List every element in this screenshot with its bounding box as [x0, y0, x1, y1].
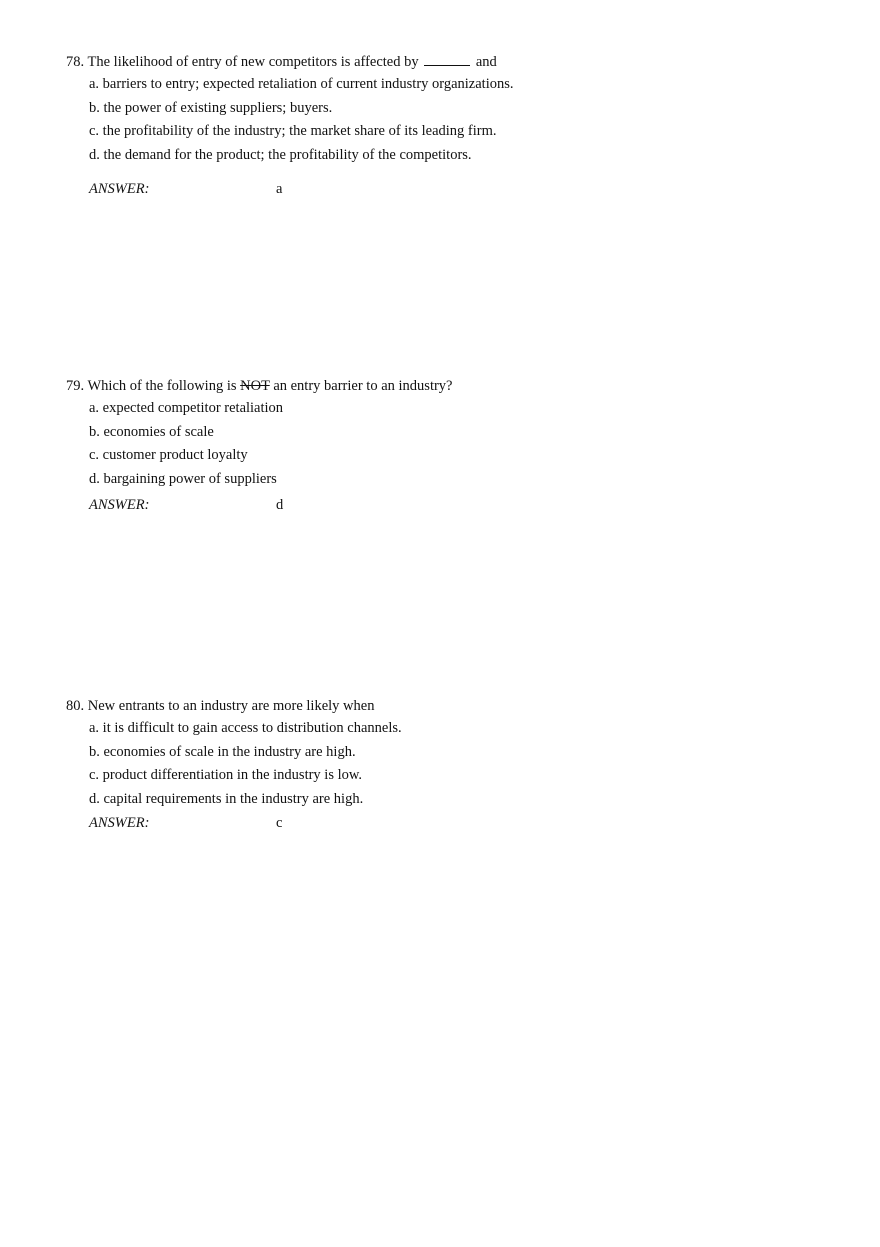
- option-a: a. expected competitor retaliation: [89, 400, 284, 416]
- question-stem: [66, 51, 826, 73]
- options-list: [89, 717, 826, 811]
- answer-value: c: [276, 815, 283, 831]
- answer-row: [89, 812, 826, 834]
- answer-label: ANSWER:: [89, 497, 150, 513]
- answer-row: [89, 494, 826, 516]
- stem-text-after: and: [475, 54, 497, 70]
- option-c: c. the profitability of the industry; the market share of its leading firm.: [89, 123, 497, 139]
- options-list: [89, 73, 826, 167]
- option-b: b. economies of scale in the industry are high.: [89, 743, 356, 760]
- stem-text: Which of the following is: [87, 378, 237, 394]
- option-d: d. the demand for the product; the profitability of the competitors.: [89, 146, 472, 163]
- answer-value: a: [276, 181, 283, 197]
- question-number: 79.: [66, 378, 85, 394]
- options-list: [89, 397, 826, 491]
- stem-text: The likelihood of entry of new competitors is affected by: [87, 54, 419, 70]
- stem-text: New entrants to an industry are more likely when: [87, 698, 375, 714]
- option-a: a. barriers to entry; expected retaliation of current industry organizations.: [89, 76, 514, 92]
- answer-value: d: [276, 497, 284, 513]
- answer-row: [89, 178, 826, 200]
- question-80: [66, 695, 826, 834]
- answer-label: ANSWER:: [89, 815, 150, 831]
- question-stem: [66, 695, 826, 717]
- option-d: d. bargaining power of suppliers: [89, 470, 277, 487]
- question-stem: [66, 375, 826, 397]
- option-c: c. customer product loyalty: [89, 447, 248, 463]
- struck-word: NOT: [240, 378, 270, 394]
- option-c: c. product differentiation in the industry is low.: [89, 767, 363, 783]
- question-number: 78.: [66, 54, 85, 70]
- option-b: b. the power of existing suppliers; buyers.: [89, 99, 333, 116]
- question-78: [66, 51, 826, 200]
- option-a: a. it is difficult to gain access to distribution channels.: [89, 720, 402, 736]
- stem-text-after: an entry barrier to an industry?: [273, 378, 453, 394]
- answer-label: ANSWER:: [89, 181, 150, 197]
- option-b: b. economies of scale: [89, 423, 214, 440]
- question-79: [66, 375, 826, 516]
- option-d: d. capital requirements in the industry are high.: [89, 790, 364, 807]
- question-number: 80.: [66, 698, 85, 714]
- fill-in-blank: [424, 53, 470, 66]
